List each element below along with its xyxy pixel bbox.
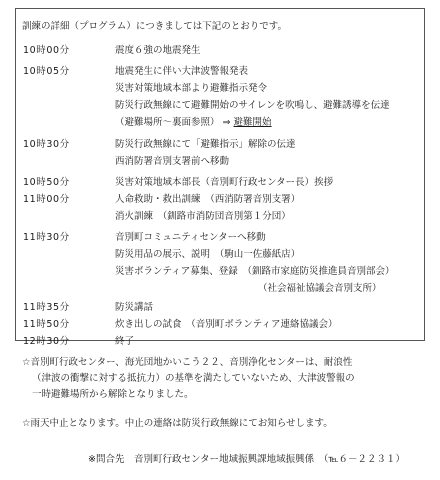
schedule-row	[0, 209, 440, 225]
schedule-row	[0, 81, 440, 97]
schedule-time: 11時30分	[23, 232, 70, 243]
schedule-time: 11時50分	[23, 319, 70, 330]
schedule-row	[0, 334, 440, 350]
schedule-text: 音別町コミュニティセンターへ移動	[115, 232, 266, 243]
schedule-row	[0, 64, 440, 80]
schedule-time: 10時30分	[23, 139, 70, 150]
schedule-text: 防災行政無線にて避難開始のサイレンを吹鳴し、避難誘導を伝達	[115, 100, 390, 111]
note-line: ☆音別町行政センター、海光団地かいこう２２、音別浄化センターは、耐浪性	[22, 357, 353, 368]
schedule-row	[0, 247, 440, 263]
evacuation-start: 避難開始	[233, 117, 272, 128]
schedule-time: 10時50分	[23, 177, 70, 188]
schedule-text: 災害対策地域本部より避難指示発令	[115, 83, 268, 94]
schedule-text: 人命救助・救出訓練 （西消防署音別支署）	[115, 194, 301, 205]
schedule-row	[0, 264, 440, 280]
schedule-text: 終了	[115, 336, 135, 347]
schedule-row	[0, 192, 440, 208]
schedule-text: 防災行政無線にて「避難指示」解除の伝達	[115, 139, 296, 150]
schedule-text: （社会福祉協議会音別支所）	[258, 283, 382, 294]
schedule-text: 防災用品の展示、説明 （駒山一佐藤紙店）	[115, 249, 301, 260]
intro-text: 訓練の詳細（プログラム）につきましては下記のとおりです。	[22, 21, 287, 32]
schedule-row	[0, 98, 440, 114]
schedule-text: 災害対策地域本部長（音別町行政センター長）挨拶	[115, 177, 334, 188]
schedule-time: 10時05分	[23, 66, 70, 77]
schedule-row	[0, 300, 440, 316]
schedule-row	[0, 43, 440, 59]
schedule-text: 震度６強の地震発生	[115, 45, 201, 56]
evacuation-area-note: （避難場所～裏面参照）	[115, 117, 220, 128]
schedule-row	[0, 137, 440, 153]
note-line: ☆雨天中止となります。中止の連絡は防災行政無線にてお知らせします。	[22, 418, 333, 429]
schedule-time: 11時35分	[23, 302, 70, 313]
schedule-row	[0, 115, 440, 131]
schedule-row	[0, 154, 440, 170]
schedule-text: 西消防署音別支署前へ移動	[115, 156, 230, 167]
schedule-text: 防災講話	[115, 302, 154, 313]
schedule-row	[0, 317, 440, 333]
schedule-row	[0, 175, 440, 191]
arrow-icon: ⇒	[222, 117, 231, 128]
schedule-time: 12時30分	[23, 336, 70, 347]
schedule-time: 10時00分	[23, 45, 70, 56]
schedule-row	[0, 230, 440, 246]
note-line: 一時避難場所から解除となりました。	[32, 389, 194, 400]
schedule-time: 11時00分	[23, 194, 70, 205]
schedule-text: 消火訓練 （釧路市消防団音別第１分団）	[115, 211, 291, 222]
contact-info: ※問合先 音別町行政センター地域振興課地域振興係 （℡６－２２３１）	[88, 454, 406, 465]
note-line: （津波の衝撃に対する抵抗力）の基準を満たしていないため、大津波警報の	[32, 373, 355, 384]
schedule-text: 炊き出しの試食 （音別町ボランティア連絡協議会）	[115, 319, 338, 330]
schedule-text: 地震発生に伴い大津波警報発表	[115, 66, 249, 77]
schedule-text	[115, 115, 272, 131]
schedule-text: 災害ボランティア募集、登録 （釧路市家庭防災推進員音別部会）	[115, 266, 395, 277]
schedule-row	[0, 281, 440, 297]
